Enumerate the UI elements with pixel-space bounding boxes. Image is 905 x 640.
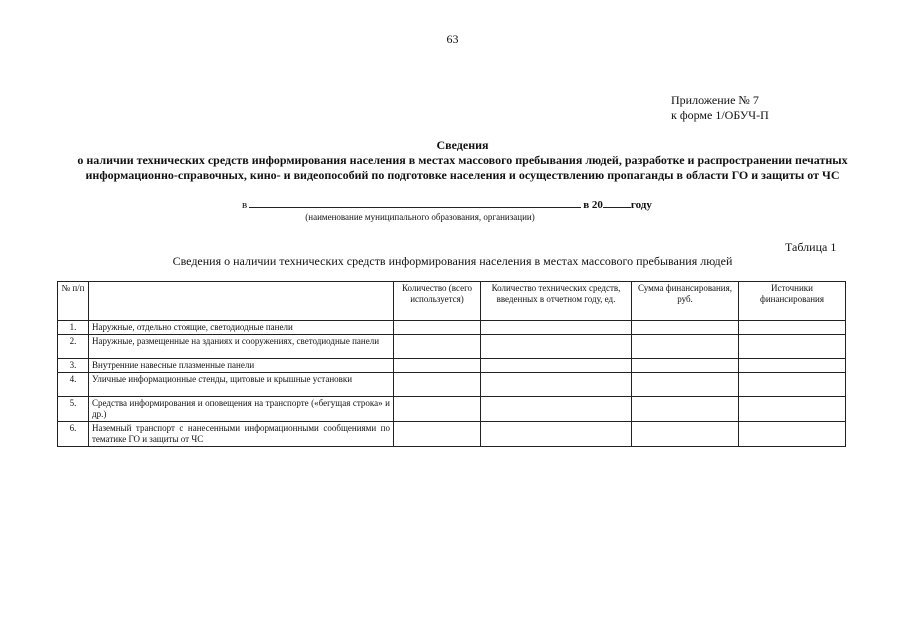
row-name: Наружные, размещенные на зданиях и сооружениях, светодиодные панели [89, 335, 394, 359]
row-number: 1. [58, 321, 89, 335]
row-name: Средства информирования и оповещения на транспорте («бегущая строка» и др.) [89, 397, 394, 422]
empty-cell [632, 373, 739, 397]
empty-cell [632, 397, 739, 422]
empty-cell [394, 422, 481, 447]
page-number: 63 [446, 32, 459, 46]
document-heading [40, 138, 885, 183]
empty-cell [394, 359, 481, 373]
organization-caption: (наименование муниципального образования, организации) [305, 212, 535, 222]
row-number: 5. [58, 397, 89, 422]
year-blank [603, 198, 631, 208]
table-row [58, 422, 846, 447]
empty-cell [481, 422, 632, 447]
year-label: в 20 [583, 199, 603, 211]
empty-cell [481, 359, 632, 373]
document-title: Сведения [436, 138, 489, 152]
form-line-prefix: в [242, 199, 248, 211]
empty-cell [481, 335, 632, 359]
empty-cell [481, 397, 632, 422]
row-name: Уличные информационные стенды, щитовые и крышные установки [89, 373, 394, 397]
empty-cell [394, 335, 481, 359]
table-row [58, 321, 846, 335]
empty-cell [632, 359, 739, 373]
row-number: 3. [58, 359, 89, 373]
empty-cell [394, 373, 481, 397]
empty-cell [632, 321, 739, 335]
organization-blank [249, 198, 581, 208]
row-number: 4. [58, 373, 89, 397]
empty-cell [394, 321, 481, 335]
empty-cell [739, 335, 846, 359]
row-name: Наружные, отдельно стоящие, светодиодные панели [89, 321, 394, 335]
header-cell [89, 282, 394, 321]
header-cell: Источники финансирования [739, 282, 846, 321]
empty-cell [739, 321, 846, 335]
organization-fill-line [242, 198, 652, 211]
row-name: Внутренние навесные плазменные панели [89, 359, 394, 373]
document-subtitle: о наличии технических средств информирования населения в местах массового пребывания людей, разработке и распространении печатных информационно-справочных, кино- и видеопособий по подготовке населения и осуществлению пропаганды в области ГО и защиты от ЧС [77, 153, 848, 182]
table-row [58, 397, 846, 422]
table-title: Сведения о наличии технических средств информирования населения в местах массового пребывания людей [172, 254, 733, 268]
empty-cell [632, 422, 739, 447]
appendix-line-2: к форме 1/ОБУЧ-П [671, 108, 769, 122]
empty-cell [739, 359, 846, 373]
row-number: 2. [58, 335, 89, 359]
year-suffix: году [630, 199, 652, 211]
table-row [58, 373, 846, 397]
table-header-row [58, 282, 846, 321]
info-means-table [57, 281, 846, 447]
table-row [58, 335, 846, 359]
header-cell: Количество (всего используется) [394, 282, 481, 321]
appendix-note [671, 93, 769, 123]
header-cell: Сумма финансирования, руб. [632, 282, 739, 321]
row-number: 6. [58, 422, 89, 447]
header-cell: № п/п [58, 282, 89, 321]
row-name: Наземный транспорт с нанесенными информационными сообщениями по тематике ГО и защиты от ЧС [89, 422, 394, 447]
table-number: Таблица 1 [785, 240, 837, 254]
table-row [58, 359, 846, 373]
empty-cell [739, 422, 846, 447]
empty-cell [739, 373, 846, 397]
header-cell: Количество технических средств, введенных в отчетном году, ед. [481, 282, 632, 321]
empty-cell [481, 373, 632, 397]
appendix-line-1: Приложение № 7 [671, 93, 759, 107]
empty-cell [481, 321, 632, 335]
empty-cell [394, 397, 481, 422]
empty-cell [739, 397, 846, 422]
empty-cell [632, 335, 739, 359]
